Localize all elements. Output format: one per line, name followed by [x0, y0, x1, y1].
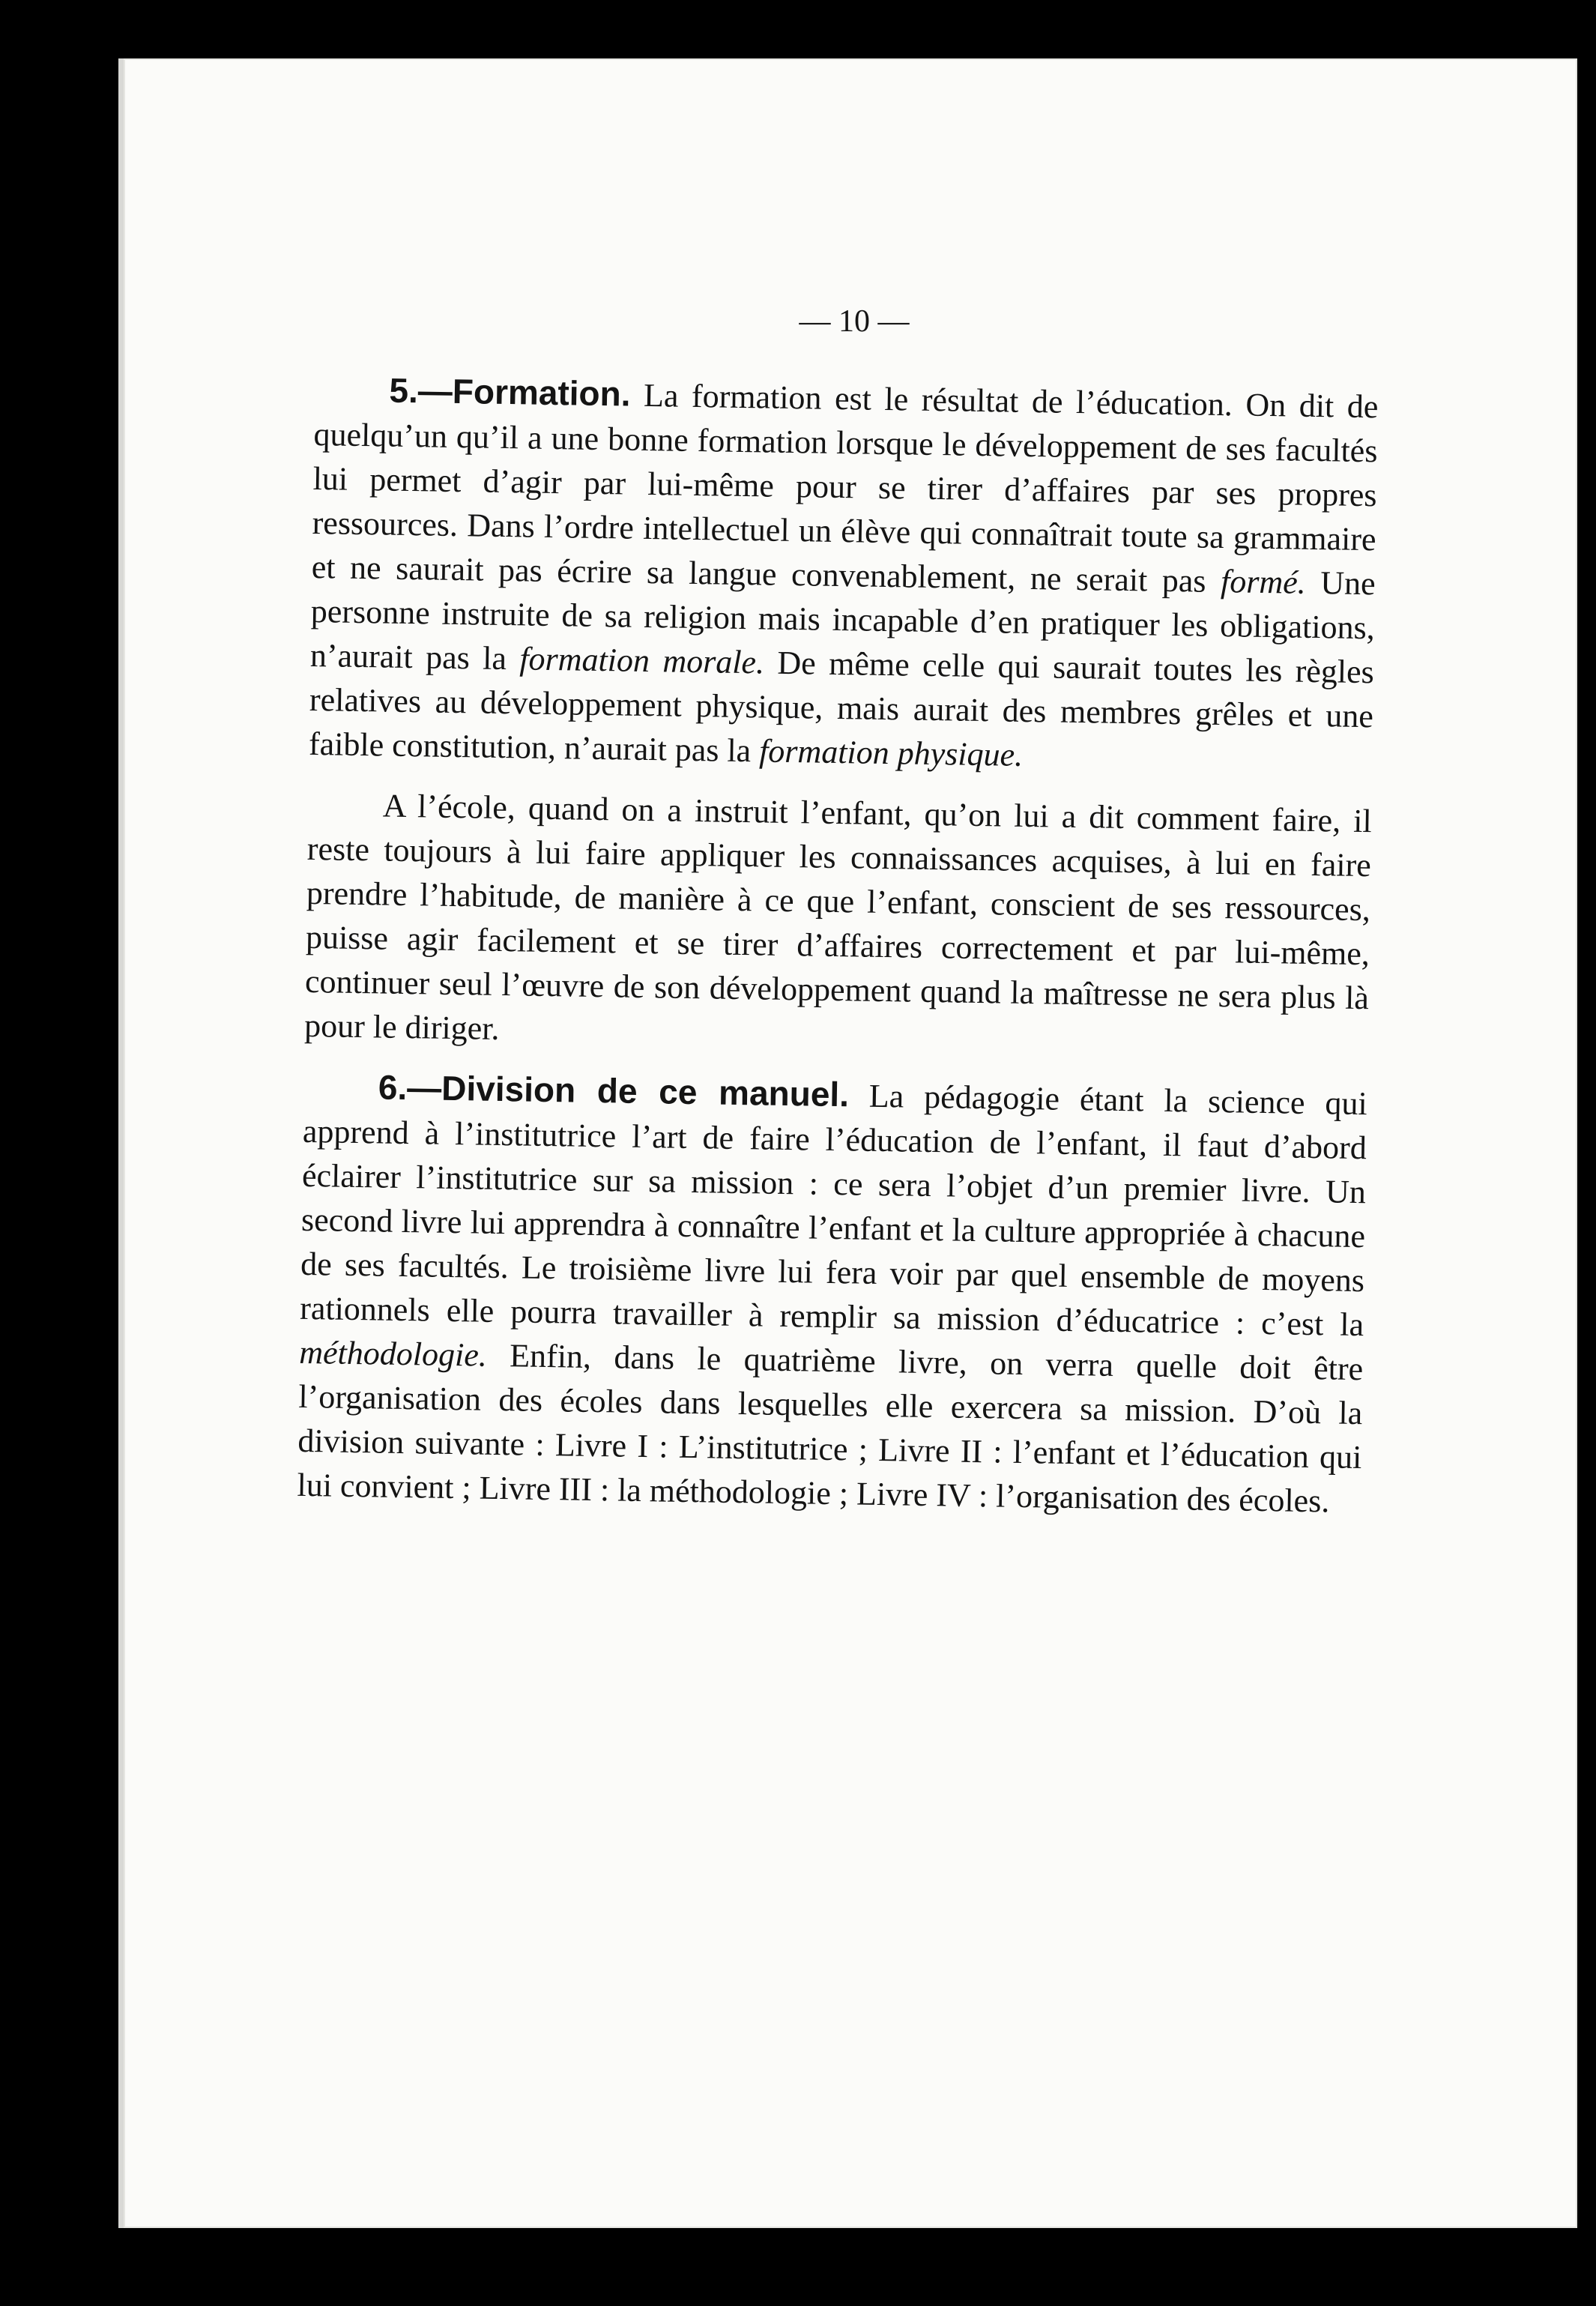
formation-text-part-2: Une personne instruite de sa religion mais incapable d’en pratiquer les obligations, n’aurait pas la [309, 564, 1376, 677]
formation-text-part-1: La formation est le résultat de l’éducation. On dit de quelqu’un qu’il a une bonne formation lorsque le développement de ses facultés lui permet d’agir par lui-même pour se tirer d’affaires par ses propres ressources. Dans l’ordre intellectuel un élève qui connaîtrait toute sa grammaire et ne saurait pas écrire sa langue convenablement, ne serait pas [311, 376, 1379, 600]
formation-text-part-3: De même celle qui saurait toutes les règles relatives au développement physique, mais aurait des membres grêles et une faible constitution, n’aurait pas la [308, 644, 1375, 770]
division-italic-term: méthodologie. [298, 1333, 488, 1374]
page-number: — 10 — [799, 304, 910, 339]
document-text [297, 367, 1379, 1524]
division-text-part-1: La pédagogie étant la science qui apprend à l’institutrice l’art de faire l’éducation de l’enfant, il faut d’abord éclairer l’institutrice sur sa mission : ce sera l’objet d’un premier livre. Un second livre lui apprendra à connaître l’enfant et la culture appropriée à chacune de ses facultés. Le troisième livre lui fera voir par quel ensemble de moyens rationnels elle pourra travailler à remplir sa mission d’éducatrice : c’est la [299, 1077, 1368, 1344]
school-paragraph: A l’école, quand on a instruit l’enfant, qu’on lui a dit comment faire, il reste toujours à lui faire appliquer les connaissances acquises, à lui en faire prendre l’habitude, de manière à ce que l’enfant, conscient de ses ressources, puisse agir facilement et se tirer d’affaires correctement et par lui-même, continuer seul l’œuvre de son développement quand la maîtresse ne sera plus là pour le diriger. [303, 787, 1373, 1047]
formation-italic-term-3: formation physique. [758, 732, 1024, 773]
formation-italic-term-1: formé. [1220, 563, 1307, 601]
division-text-part-2: Enfin, dans le quatrième livre, on verra quelle doit être l’organisation des écoles dans lesquelles elle exercera sa mission. D’où la division suivante : Livre I : L’institutrice ; Livre II : l’enfant et l’éducation qui lui convient ; Livre III : la méthodologie ; Livre IV : l’organisation des écoles. [297, 1336, 1364, 1520]
formation-heading: 5.—Formation. [389, 370, 631, 414]
formation-italic-term-2: formation morale. [519, 640, 765, 681]
division-paragraph [297, 1064, 1367, 1524]
formation-paragraph [309, 367, 1379, 782]
division-heading: 6.—Division de ce manuel. [378, 1067, 850, 1114]
